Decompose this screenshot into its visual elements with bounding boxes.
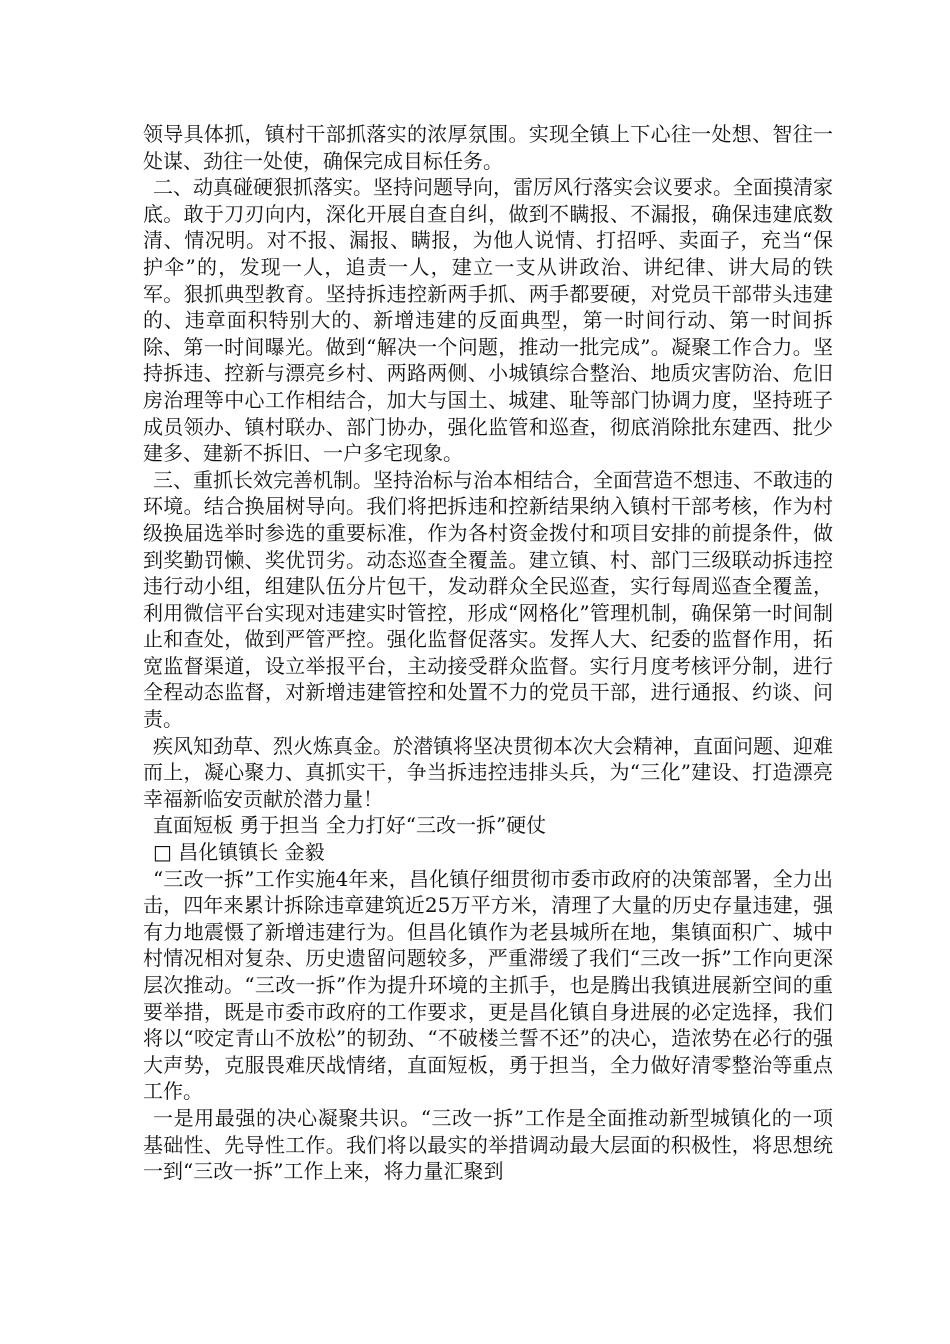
paragraph-section-three: 三、重抓长效完善机制。坚持治标与治本相结合，全面营造不想违、不敢违的环境。结合换届树导向。我们将把拆违和控新结果纳入镇村干部考核，作为村级换届选举时参选的重要标准，作为各村资金拨付和项目安排的前提条件，做到奖勤罚懒、奖优罚劣。动态巡查全覆盖。建立镇、村、部门三级联动拆违控违行动小组，组建队伍分片包干，发动群众全民巡查，实行每周巡查全覆盖，利用微信平台实现对违建实时管控，形成“网格化”管理机制，确保第一时间制止和查处，做到严管严控。强化监督促落实。发挥人大、纪委的监督作用，拓宽监督渠道，设立举报平台，主动接受群众监督。实行月度考核评分制，进行全程动态监督，对新增违建管控和处置不力的党员干部，进行通报、约谈、问责。	[143, 467, 833, 732]
article-paragraph-intro: “三改一拆”工作实施4年来，昌化镇仔细贯彻市委市政府的决策部署，全力出击，四年来累计拆除违章建筑近25万平方米，清理了大量的历史存量违建，强有力地震慑了新增违建行为。但昌化镇作为老县城所在地，集镇面积广、城中村情况相对复杂、历史遗留问题较多，严重滞缓了我们“三改一拆”工作向更深层次推动。“三改一拆”作为提升环境的主抓手，也是腾出我镇进展新空间的重要举措，既是市委市政府的工作要求，更是昌化镇自身进展的必定选择，我们将以“咬定青山不放松”的韧劲、“不破楼兰誓不还”的决心，造浓势在必行的强大声势，克服畏难厌战情绪，直面短板，勇于担当，全力做好清零整治等重点工作。	[143, 866, 833, 1104]
paragraph-closing: 疾风知劲草、烈火炼真金。於潜镇将坚决贯彻本次大会精神，直面问题、迎难而上，凝心聚力、真抓实干，争当拆违控违排头兵，为“三化”建设、打造漂亮幸福新临安贡献於潜力量！	[143, 733, 833, 811]
article-title: 直面短板 勇于担当 全力打好“三改一拆”硬仗	[153, 813, 547, 838]
document-page	[143, 121, 833, 1185]
article-paragraph-point-one: 一是用最强的决心凝聚共识。“三改一拆”工作是全面推动新型城镇化的一项基础性、先导性工作。我们将以最实的举措调动最大层面的积极性，将思想统一到“三改一拆”工作上来，将力量汇聚到	[143, 1105, 833, 1184]
article-byline: □ 昌化镇镇长 金毅	[153, 840, 325, 865]
paragraph-section-two: 二、动真碰硬狠抓落实。坚持问题导向，雷厉风行落实会议要求。全面摸清家底。敢于刀刃向内，深化开展自查自纠，做到不瞒报、不漏报，确保违建底数清、情况明。对不报、漏报、瞒报，为他人说情、打招呼、卖面子，充当“保护伞”的，发现一人，追责一人，建立一支从讲政治、讲纪律、讲大局的铁军。狠抓典型教育。坚持拆违控新两手抓、两手都要硬，对党员干部带头违建的、违章面积特别大的、新增违建的反面典型，第一时间行动、第一时间拆除、第一时间曝光。做到“解决一个问题，推动一批完成”。凝聚工作合力。坚持拆违、控新与漂亮乡村、两路两侧、小城镇综合整治、地质灾害防治、危旧房治理等中心工作相结合，加大与国土、城建、耻等部门协调力度，坚持班子成员领办、镇村联办、部门协办，强化监管和巡查，彻底消除批东建西、批少建多、建新不拆旧、一户多宅现象。	[143, 175, 833, 466]
paragraph-continuation: 领导具体抓，镇村干部抓落实的浓厚氛围。实现全镇上下心往一处想、智往一处谋、劲往一处使，确保完成目标任务。	[143, 122, 833, 173]
